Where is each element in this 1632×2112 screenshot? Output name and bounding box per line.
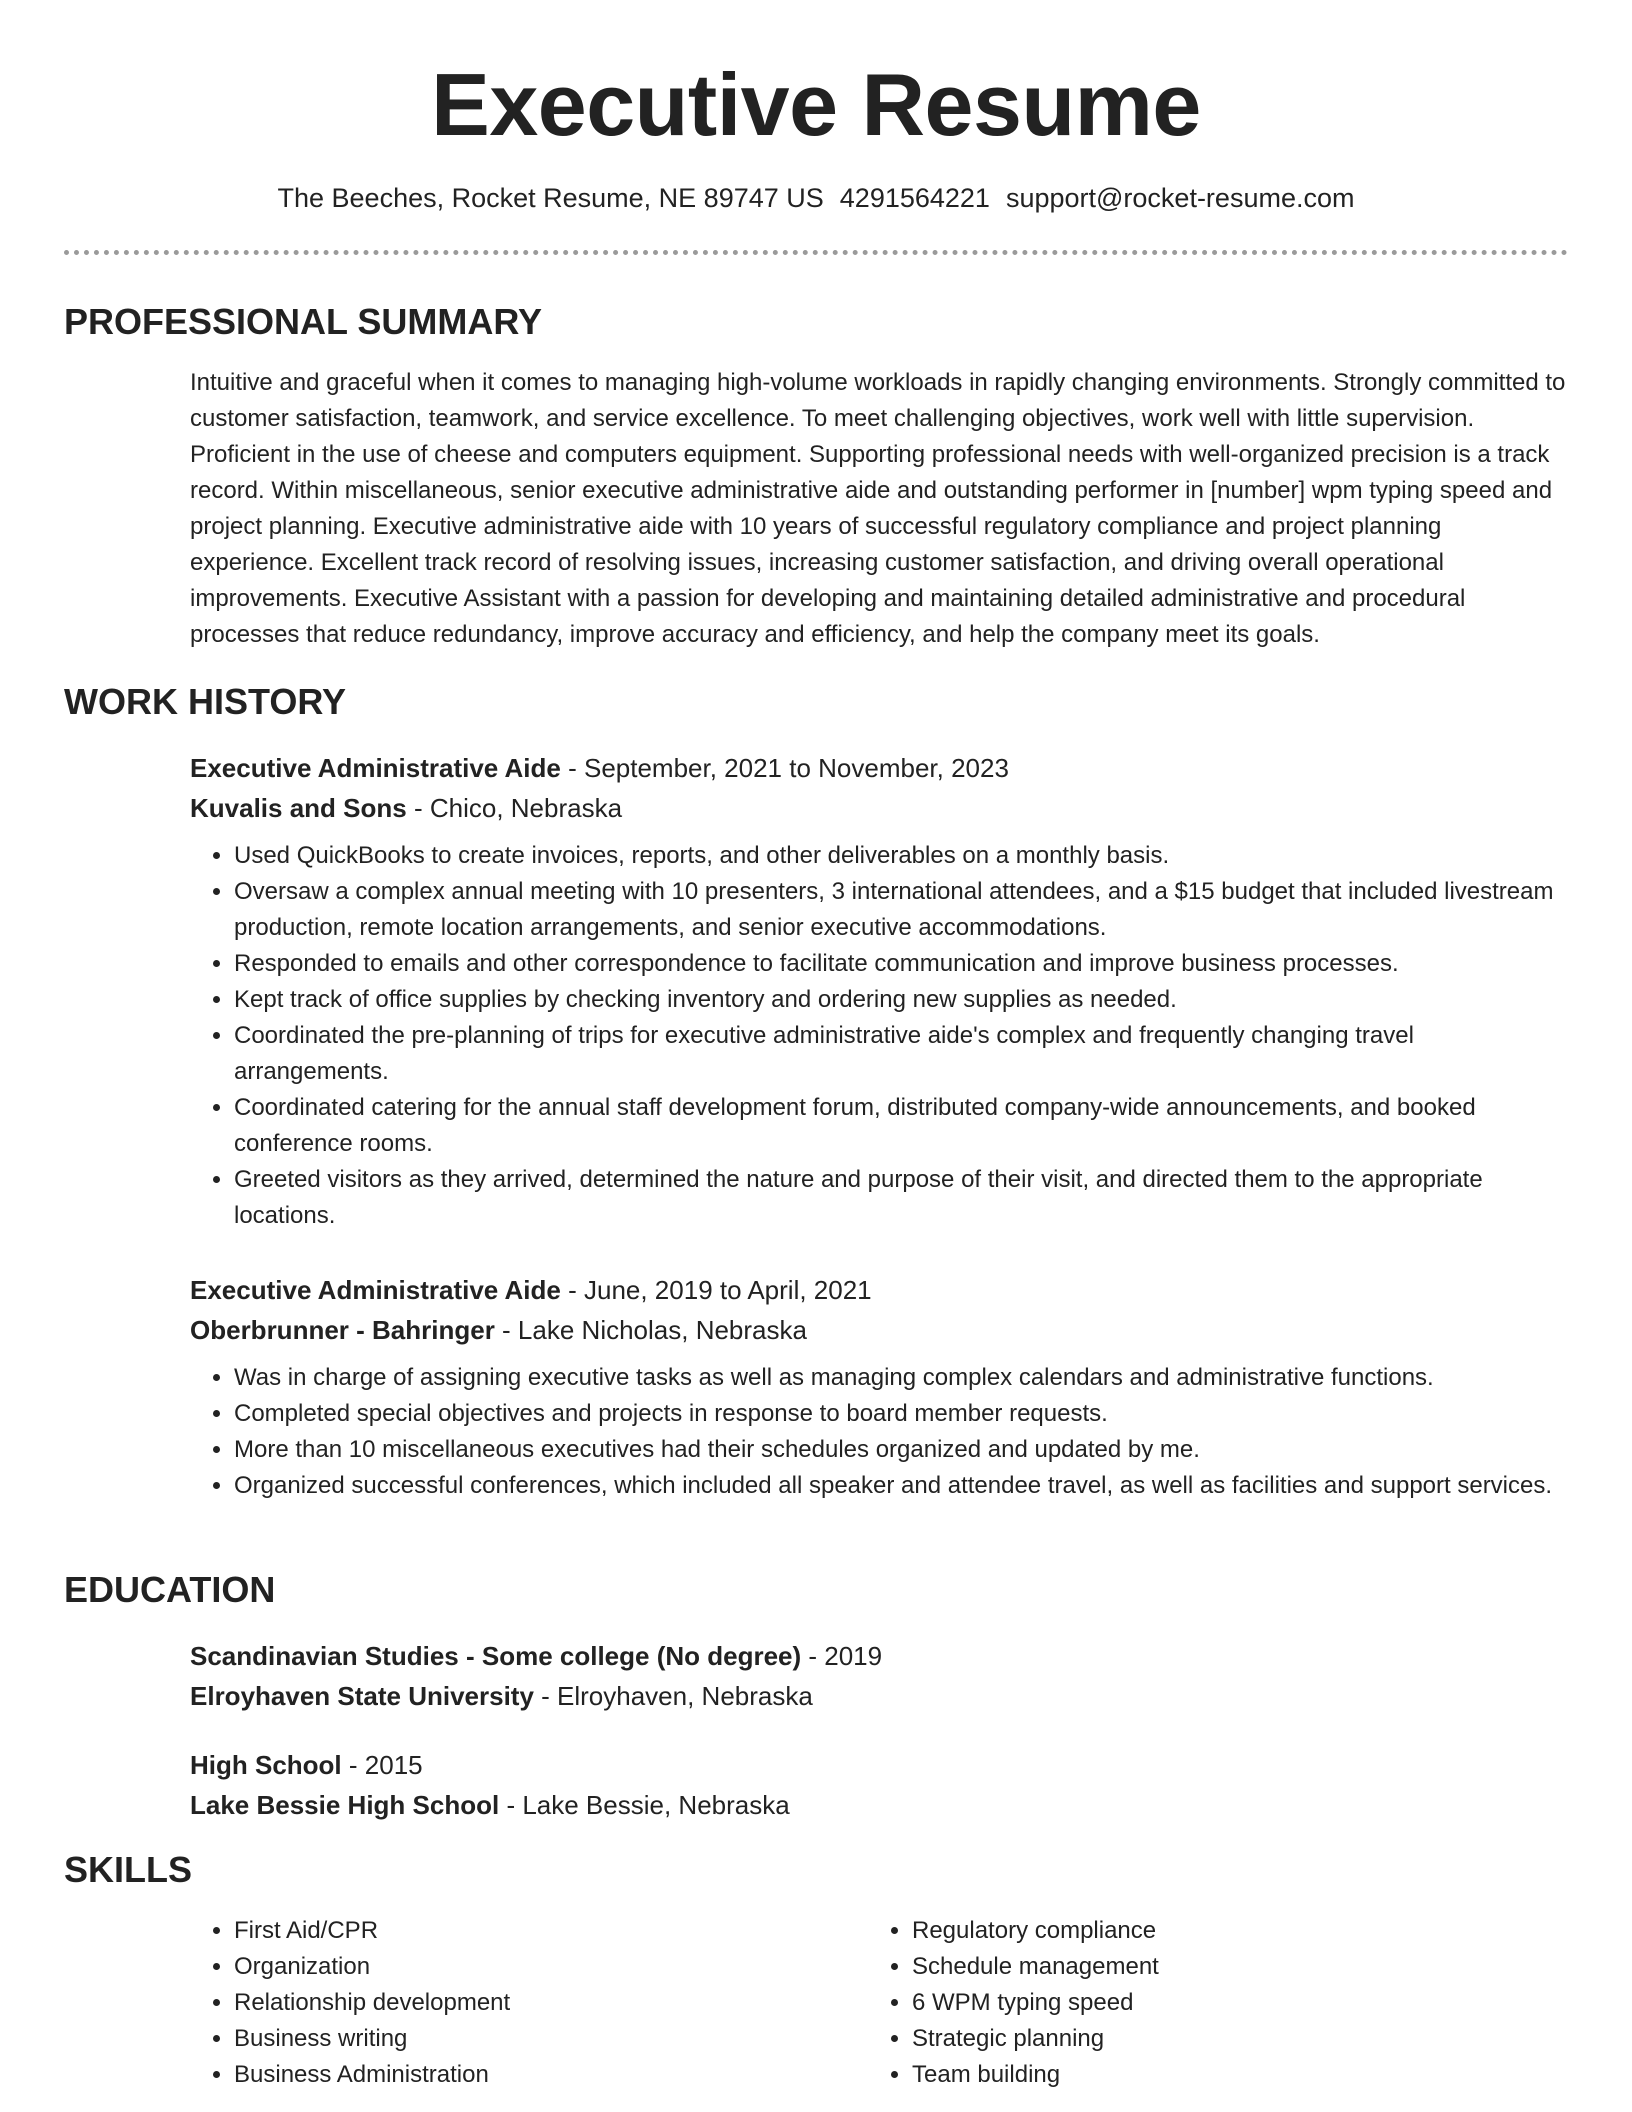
job-bullet: • Organized successful conferences, which included all speaker and attendee travel, as well as facilities and support services.	[234, 1468, 1570, 1504]
resume-name: Executive Resume	[431, 55, 1201, 154]
contact-line	[0, 180, 1632, 216]
summary-block	[190, 365, 1570, 653]
education-entry	[190, 1636, 1570, 1716]
job-bullet: • Kept track of office supplies by checking inventory and ordering new supplies as needed.	[234, 982, 1570, 1018]
skill-item: • First Aid/CPR	[234, 1913, 810, 1949]
skill-item: • Organization	[234, 1949, 810, 1985]
section-title-work: WORK HISTORY	[64, 681, 347, 722]
job-title-line	[190, 1270, 1570, 1310]
job-bullet: • Used QuickBooks to create invoices, reports, and other deliverables on a monthly basis.	[234, 838, 1570, 874]
job-bullet: • Oversaw a complex annual meeting with 10 presenters, 3 international attendees, and a $15 budget that included livestream production, remote location arrangements, and senior executive accommodations.	[234, 874, 1570, 946]
contact-address: The Beeches, Rocket Resume, NE 89747 US	[277, 183, 824, 213]
skill-item: • Business writing	[234, 2021, 810, 2057]
job-title: Executive Administrative Aide	[190, 1275, 561, 1305]
job-location: - Chico, Nebraska	[406, 793, 623, 823]
job-bullet: • Coordinated the pre-planning of trips for executive administrative aide's complex and frequently changing travel arrangements.	[234, 1018, 1570, 1090]
job-bullet: • Completed special objectives and projects in response to board member requests.	[234, 1396, 1570, 1432]
section-title-skills: SKILLS	[64, 1849, 193, 1890]
degree: High School	[190, 1750, 342, 1780]
job-company: Kuvalis and Sons	[190, 793, 407, 823]
degree-line	[190, 1636, 1570, 1676]
degree-year: - 2019	[801, 1641, 883, 1671]
job-entry	[190, 1270, 1570, 1504]
section-title-education: EDUCATION	[64, 1569, 276, 1610]
job-company-line	[190, 788, 1570, 828]
summary-text: Intuitive and graceful when it comes to managing high-volume workloads in rapidly changing environments. Strongly committed to customer satisfaction, teamwork, and service excellence. To meet challenging objectives, work well with little supervision. Proficient in the use of cheese and computers equipment. Supporting professional needs with well-organized precision is a track record. Within miscellaneous, senior executive administrative aide and outstanding performer in [number] wpm typing speed and project planning. Executive administrative aide with 10 years of successful regulatory compliance and project planning experience. Excellent track record of resolving issues, increasing customer satisfaction, and driving overall operational improvements. Executive Assistant with a passion for developing and maintaining detailed administrative and procedural processes that reduce redundancy, improve accuracy and efficiency, and help the company meet its goals.	[190, 369, 1566, 648]
degree: Scandinavian Studies - Some college (No degree)	[190, 1641, 802, 1671]
skill-item: • Strategic planning	[912, 2021, 1488, 2057]
degree-line	[190, 1745, 1570, 1785]
school: Elroyhaven State University	[190, 1681, 534, 1711]
skills-list	[868, 1913, 1488, 2093]
school-location: - Elroyhaven, Nebraska	[533, 1681, 813, 1711]
skills-column-left	[190, 1913, 810, 2093]
school-line	[190, 1785, 1570, 1825]
degree-year: - 2015	[341, 1750, 423, 1780]
skills-list	[190, 1913, 810, 2093]
skill-item: • Schedule management	[912, 1949, 1488, 1985]
school-line	[190, 1676, 1570, 1716]
job-bullet: • Responded to emails and other correspondence to facilitate communication and improve business processes.	[234, 946, 1570, 982]
contact-email: support@rocket-resume.com	[1005, 183, 1355, 213]
school-location: - Lake Bessie, Nebraska	[499, 1790, 790, 1820]
job-title: Executive Administrative Aide	[190, 753, 561, 783]
job-location: - Lake Nicholas, Nebraska	[494, 1315, 807, 1345]
skill-item: • Relationship development	[234, 1985, 810, 2021]
job-company: Oberbrunner - Bahringer	[190, 1315, 495, 1345]
job-dates: - September, 2021 to November, 2023	[560, 753, 1009, 783]
job-bullet: • Coordinated catering for the annual staff development forum, distributed company-wide announcements, and booked conference rooms.	[234, 1090, 1570, 1162]
skill-item: • 6 WPM typing speed	[912, 1985, 1488, 2021]
education-entry	[190, 1745, 1570, 1825]
skill-item: • Regulatory compliance	[912, 1913, 1488, 1949]
job-dates: - June, 2019 to April, 2021	[560, 1275, 872, 1305]
contact-phone: 4291564221	[839, 183, 990, 213]
skill-item: • Team building	[912, 2057, 1488, 2093]
job-title-line	[190, 748, 1570, 788]
job-bullet: • Greeted visitors as they arrived, determined the nature and purpose of their visit, and directed them to the appropriate locations.	[234, 1162, 1570, 1234]
job-bullets	[190, 838, 1570, 1234]
school: Lake Bessie High School	[190, 1790, 500, 1820]
job-company-line	[190, 1310, 1570, 1350]
header-divider	[64, 250, 1568, 255]
job-entry	[190, 748, 1570, 1234]
section-title-summary: PROFESSIONAL SUMMARY	[64, 301, 543, 342]
job-bullet: • Was in charge of assigning executive tasks as well as managing complex calendars and administrative functions.	[234, 1360, 1570, 1396]
job-bullet: • More than 10 miscellaneous executives had their schedules organized and updated by me.	[234, 1432, 1570, 1468]
skills-column-right	[868, 1913, 1488, 2093]
job-bullets	[190, 1360, 1570, 1504]
skill-item: • Business Administration	[234, 2057, 810, 2093]
